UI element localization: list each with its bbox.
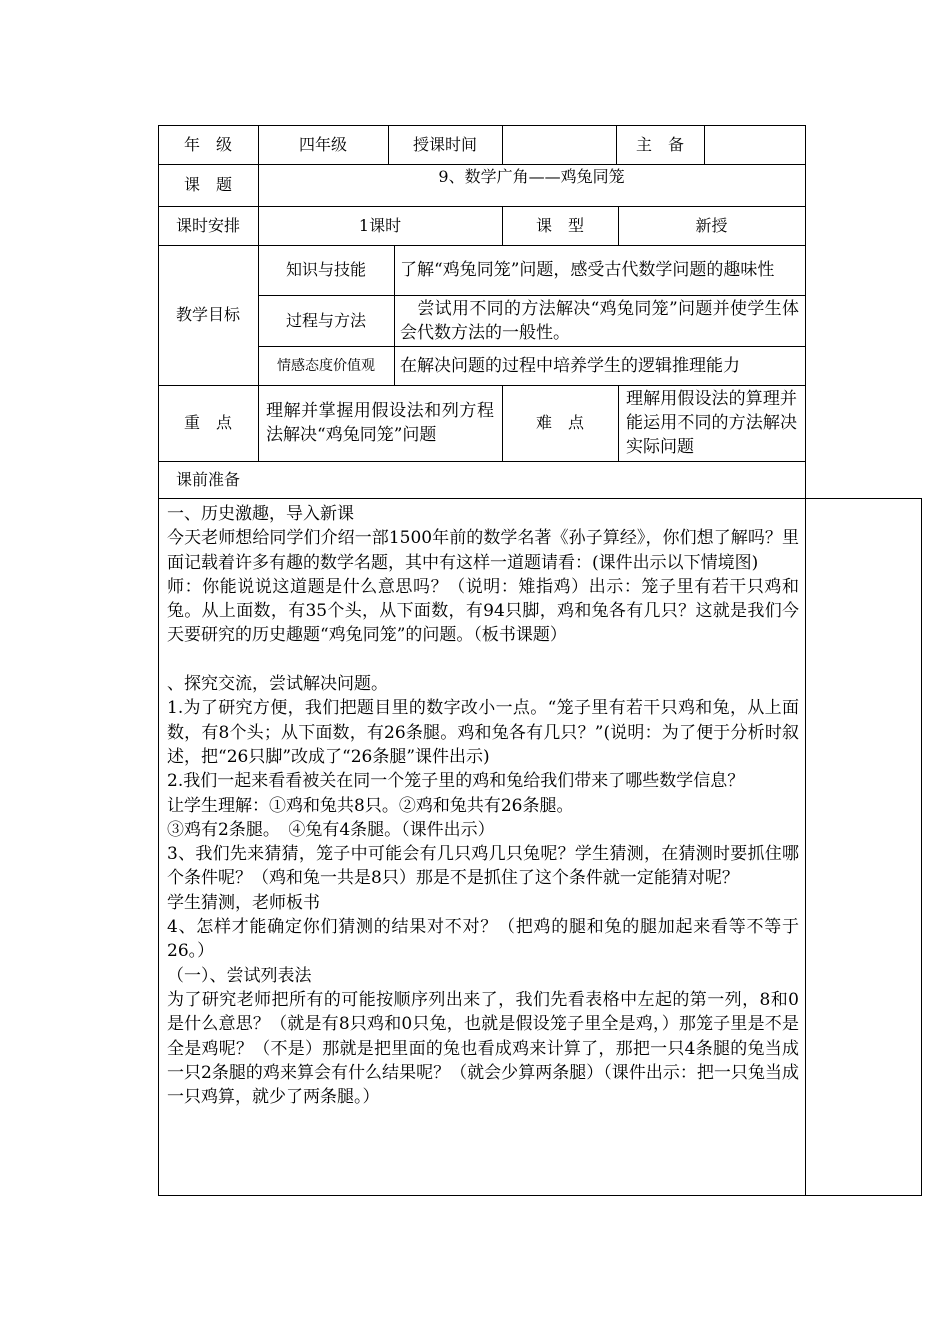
paragraph: 3、我们先来猜猜，笼子中可能会有几只鸡几只兔呢？学生猜测，在猜测时要抓住哪个条件呢？（鸡和兔一共是8只）那是不是抓住了这个条件就一定能猜对呢？ [167, 844, 799, 889]
lead-teacher-value [704, 125, 805, 164]
paragraph: 4、怎样才能确定你们猜测的结果对不对？（把鸡的腿和兔的腿加起来看等不等于26。） [167, 917, 799, 962]
lead-teacher-label: 主 备 [635, 134, 684, 154]
class-time-label: 授课时间 [412, 134, 477, 154]
key-point-label: 重 点 [183, 413, 232, 432]
table-border-right [805, 125, 806, 1196]
goal-process-text: 尝试用不同的方法解决“鸡兔同笼”问题并使学生体会代数方法的一般性。 [400, 298, 799, 343]
paragraph: 1.为了研究方便，我们把题目里的数字改小一点。“笼子里有若干只鸡和兔，从上面数，有8个头；从下面数，有26条腿。鸡和兔各有几只？”(说明：为了便于分析时叙述，把“26只脚”改成了“26条腿”课件出示) [167, 698, 799, 767]
goal-knowledge-label: 知识与技能 [285, 260, 366, 279]
paragraph: 今天老师想给同学们介绍一部1500年前的数学名著《孙子算经》，你们想了解吗？里面记载着许多有趣的数学名题，其中有这样一道题请看：(课件出示以下情境图) [167, 528, 799, 573]
lesson-type-value: 新授 [695, 215, 728, 235]
blank-line [167, 648, 799, 672]
table-rule [158, 498, 921, 499]
grade-label: 年 级 [183, 134, 232, 154]
table-border-outer-right [921, 498, 922, 1196]
grade-value: 四年级 [298, 134, 347, 154]
section-heading: 、探究交流，尝试解决问题。 [167, 674, 388, 695]
topic-label: 课 题 [183, 175, 232, 194]
paragraph: 师：你能说说这道题是什么意思吗？（说明：雉指鸡）出示：笼子里有若干只鸡和兔。从上面数，有35个头，从下面数，有94只脚，鸡和兔各有几只？这就是我们今天要研究的历史趣题“鸡兔同笼”的问题。（板书课题） [167, 576, 799, 646]
lesson-procedure [167, 502, 799, 1109]
hours-value: 1课时 [358, 215, 402, 235]
key-point-text: 理解并掌握用假设法和列方程法解决“鸡兔同笼”问题 [266, 401, 494, 445]
goals-label: 教学目标 [175, 305, 240, 324]
paragraph: 2.我们一起来看看被关在同一个笼子里的鸡和兔给我们带来了哪些数学信息？ [167, 771, 745, 792]
goal-attitude-text: 在解决问题的过程中培养学生的逻辑推理能力 [400, 355, 740, 376]
topic-value: 9、数学广角——鸡兔同笼 [438, 167, 625, 186]
table-border-bottom [158, 1195, 921, 1196]
paragraph: 为了研究老师把所有的可能按顺序列出来了，我们先看表格中左起的第一列，8和0是什么意思？（就是有8只鸡和0只兔，也就是假设笼子里全是鸡，）那笼子里是不是全是鸡呢？（不是）那就是把里面的兔也看成鸡来计算了，那把一只4条腿的兔当成一只2条腿的鸡来算会有什么结果呢？（就会少算两条腿）（课件出示：把一只兔当成一只鸡算，就少了两条腿。） [167, 989, 799, 1108]
difficult-point-text: 理解用假设法的算理并能运用不同的方法解决实际问题 [626, 389, 797, 457]
section-heading: 一、历史激趣，导入新课 [167, 504, 354, 524]
paragraph: 学生猜测，老师板书 [167, 892, 320, 913]
preparation-value [258, 461, 805, 498]
class-time-value [502, 125, 616, 164]
hours-label: 课时安排 [175, 215, 240, 235]
lesson-type-label: 课 型 [535, 215, 584, 235]
section-heading: （一）、尝试列表法 [167, 965, 312, 986]
goal-process-label: 过程与方法 [285, 310, 366, 330]
goal-attitude-label: 情感态度价值观 [277, 357, 375, 374]
goal-knowledge-text: 了解“鸡兔同笼”问题，感受古代数学问题的趣味性 [400, 260, 775, 280]
paragraph: ③鸡有2条腿。 ④兔有4条腿。（课件出示） [167, 819, 495, 840]
preparation-label: 课前准备 [175, 469, 240, 489]
difficult-point-label: 难 点 [535, 413, 584, 432]
paragraph: 让学生理解：①鸡和兔共8只。②鸡和兔共有26条腿。 [167, 795, 574, 816]
